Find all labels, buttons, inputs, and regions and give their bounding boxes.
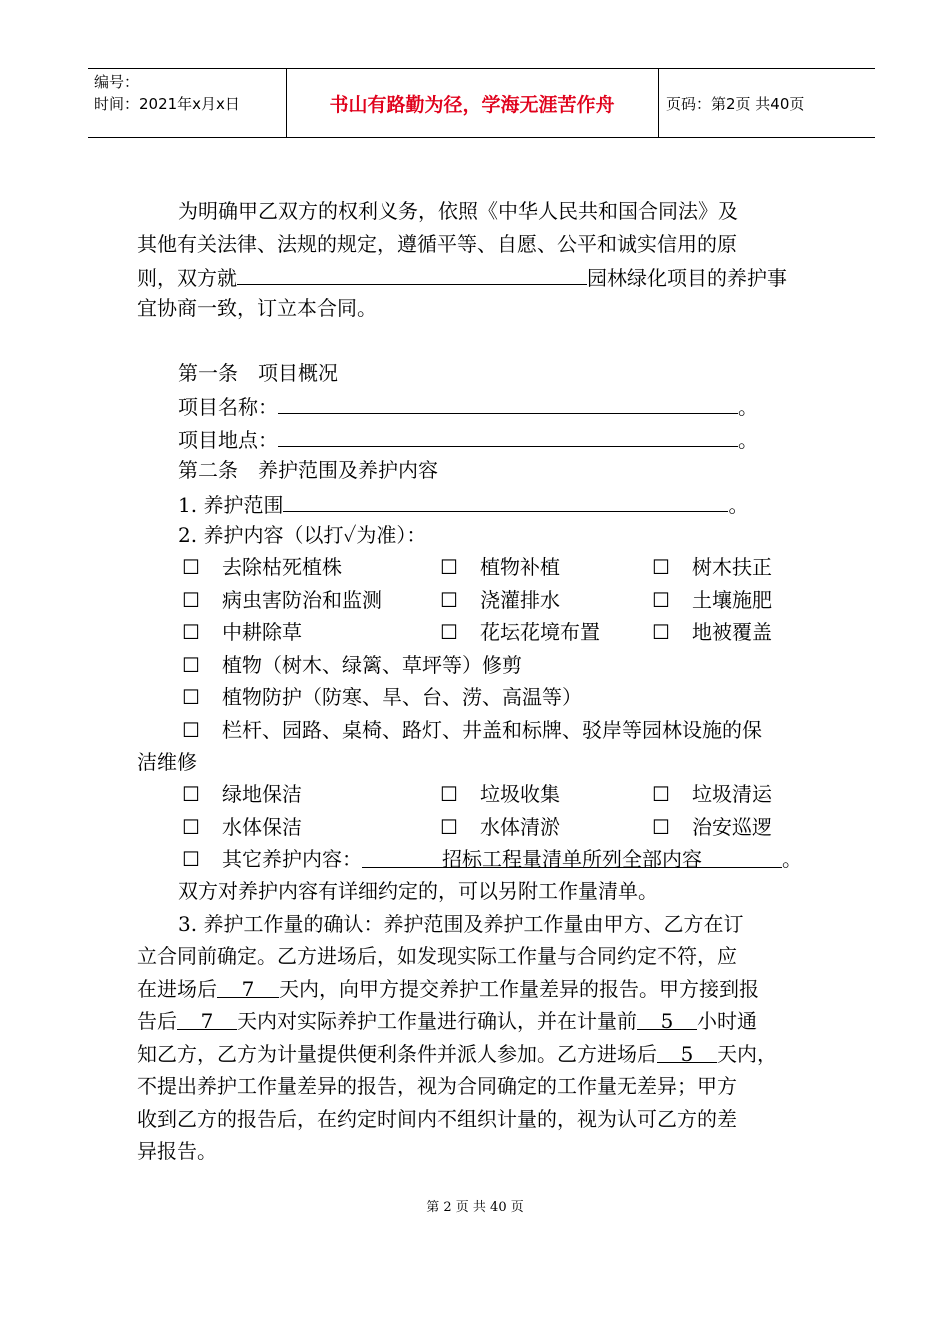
header-motto: 书山有路勤为径，学海无涯苦作舟 <box>329 93 615 116</box>
checkbox-label: 地被覆盖 <box>692 620 772 644</box>
checkbox-icon[interactable]: ☐ <box>440 588 458 612</box>
checkbox-icon[interactable]: ☐ <box>182 588 200 612</box>
intro-line-4: 宜协商一致，订立本合同。 <box>137 296 377 320</box>
checkbox-label: 植物补植 <box>480 555 560 579</box>
article-1-title: 第一条 项目概况 <box>178 361 338 385</box>
intro-line-2: 其他有关法律、法规的规定，遵循平等、自愿、公平和诚实信用的原 <box>137 232 737 256</box>
text: 天内，向甲方提交养护工作量差异的报告。甲方接到报 <box>279 977 759 1001</box>
checkbox-item[interactable] <box>182 586 382 614</box>
scope-blank <box>283 489 728 512</box>
checkbox-item[interactable] <box>182 813 302 841</box>
checkbox-icon[interactable]: ☐ <box>652 782 670 806</box>
checkbox-item[interactable] <box>652 618 772 646</box>
project-name-row <box>178 391 758 421</box>
checkbox-label: 中耕除草 <box>222 620 302 644</box>
checkbox-icon[interactable]: ☐ <box>182 815 200 839</box>
header-page-label: 页码：第2页 共40页 <box>666 94 805 113</box>
clause-3-line-3 <box>137 975 759 1003</box>
time-label: 时间：2021年x月x日 <box>94 95 240 113</box>
intro-line-3-end: 园林绿化项目的养护事 <box>587 266 787 290</box>
project-name-blank <box>278 391 738 414</box>
checkbox-item[interactable] <box>182 651 522 679</box>
days-field-2: 7 <box>177 1007 237 1030</box>
checkbox-item[interactable] <box>440 586 560 614</box>
checkbox-icon[interactable]: ☐ <box>182 555 200 579</box>
checkbox-label: 水体清淤 <box>480 815 560 839</box>
checkbox-label: 去除枯死植株 <box>222 555 342 579</box>
checkbox-label: 浇灌排水 <box>480 588 560 612</box>
checkbox-icon[interactable]: ☐ <box>652 815 670 839</box>
article-2-title: 第二条 养护范围及养护内容 <box>178 458 438 482</box>
project-location-row <box>178 424 758 454</box>
checkbox-label: 花坛花境布置 <box>480 620 600 644</box>
checkbox-item[interactable] <box>652 553 772 581</box>
page-footer: 第 2 页 共 40 页 <box>426 1200 524 1215</box>
text: 天内对实际养护工作量进行确认，并在计量前 <box>237 1009 637 1033</box>
period: 。 <box>728 493 749 517</box>
checkbox-label: 病虫害防治和监测 <box>222 588 382 612</box>
checkbox-label: 水体保洁 <box>222 815 302 839</box>
checkbox-icon[interactable]: ☐ <box>182 653 200 677</box>
checkbox-item[interactable] <box>182 716 762 744</box>
clause-3-line-1: 3. 养护工作量的确认：养护范围及养护工作量由甲方、乙方在订 <box>178 912 744 936</box>
checkbox-label: 绿地保洁 <box>222 782 302 806</box>
checkbox-icon[interactable]: ☐ <box>440 782 458 806</box>
text: 告后 <box>137 1009 177 1033</box>
checkbox-item[interactable] <box>182 683 582 711</box>
checkbox-icon[interactable]: ☐ <box>652 588 670 612</box>
days-field-3: 5 <box>657 1040 717 1063</box>
text: 天内， <box>717 1042 777 1066</box>
text: 小时通 <box>697 1009 757 1033</box>
checkbox-item[interactable] <box>440 553 560 581</box>
checkbox-icon[interactable]: ☐ <box>652 555 670 579</box>
checkbox-icon[interactable]: ☐ <box>182 782 200 806</box>
text: 在进场后 <box>137 977 217 1001</box>
intro-line-3-start: 则，双方就 <box>137 266 237 290</box>
checkbox-item[interactable] <box>182 553 342 581</box>
page-header <box>88 68 875 138</box>
other-content-value: 招标工程量清单所列全部内容 <box>362 845 782 868</box>
text: 知乙方，乙方为计量提供便利条件并派人参加。乙方进场后 <box>137 1042 657 1066</box>
checkbox-item[interactable] <box>652 586 772 614</box>
checkbox-label: 栏杆、园路、桌椅、路灯、井盖和标牌、驳岸等园林设施的保 <box>222 718 762 742</box>
project-location-blank <box>278 424 738 447</box>
checkbox-item[interactable] <box>440 813 560 841</box>
clause-3-line-6: 不提出养护工作量差异的报告，视为合同确定的工作量无差异；甲方 <box>137 1074 737 1098</box>
period: 。 <box>782 847 802 871</box>
checkbox-label: 植物（树木、绿篱、草坪等）修剪 <box>222 653 522 677</box>
checkbox-icon[interactable]: ☐ <box>440 620 458 644</box>
clause-3-line-5 <box>137 1040 777 1068</box>
checkbox-icon[interactable]: ☐ <box>440 555 458 579</box>
checkbox-icon[interactable]: ☐ <box>440 815 458 839</box>
scope-label: 1. 养护范围 <box>178 493 284 517</box>
checkbox-label: 垃圾清运 <box>692 782 772 806</box>
checkbox-item[interactable] <box>182 780 302 808</box>
checkbox-label: 垃圾收集 <box>480 782 560 806</box>
project-blank <box>237 262 587 285</box>
checkbox-icon[interactable]: ☐ <box>652 620 670 644</box>
checkbox-label: 植物防护（防寒、旱、台、涝、高温等） <box>222 685 582 709</box>
hours-field: 5 <box>637 1007 697 1030</box>
project-name-label: 项目名称： <box>178 395 278 419</box>
checkbox-icon[interactable]: ☐ <box>182 847 200 871</box>
header-divider <box>658 69 659 137</box>
content-label: 2. 养护内容（以打✓为准）： <box>178 523 427 547</box>
checkbox-icon[interactable]: ☐ <box>182 620 200 644</box>
number-label: 编号： <box>94 73 140 91</box>
intro-line-3 <box>137 262 787 292</box>
other-content-label: 其它养护内容： <box>222 847 362 871</box>
checkbox-label: 土壤施肥 <box>692 588 772 612</box>
period: 。 <box>738 395 758 419</box>
period: 。 <box>738 428 758 452</box>
project-location-label: 项目地点： <box>178 428 278 452</box>
worklist-note: 双方对养护内容有详细约定的，可以另附工作量清单。 <box>178 879 658 903</box>
clause-3-line-2: 立合同前确定。乙方进场后，如发现实际工作量与合同约定不符，应 <box>137 944 737 968</box>
checkbox-item[interactable] <box>652 813 772 841</box>
checkbox-label: 树木扶正 <box>692 555 772 579</box>
checkbox-item[interactable] <box>182 618 302 646</box>
days-field-1: 7 <box>217 975 279 998</box>
clause-3-line-7: 收到乙方的报告后，在约定时间内不组织计量的，视为认可乙方的差 <box>137 1107 737 1131</box>
checkbox-icon[interactable]: ☐ <box>182 718 200 742</box>
checkbox-icon[interactable]: ☐ <box>182 685 200 709</box>
checkbox-item[interactable] <box>440 618 600 646</box>
header-meta <box>94 71 240 115</box>
checkbox-item[interactable] <box>652 780 772 808</box>
checkbox-item[interactable] <box>440 780 560 808</box>
scope-row <box>178 489 748 519</box>
checkbox-label: 治安巡逻 <box>692 815 772 839</box>
other-content-row[interactable] <box>182 845 802 873</box>
clause-3-line-8: 异报告。 <box>137 1139 217 1163</box>
intro-line-1: 为明确甲乙双方的权利义务，依照《中华人民共和国合同法》及 <box>178 199 738 223</box>
checkbox-label-wrap: 洁维修 <box>137 750 197 774</box>
clause-3-line-4 <box>137 1007 757 1035</box>
